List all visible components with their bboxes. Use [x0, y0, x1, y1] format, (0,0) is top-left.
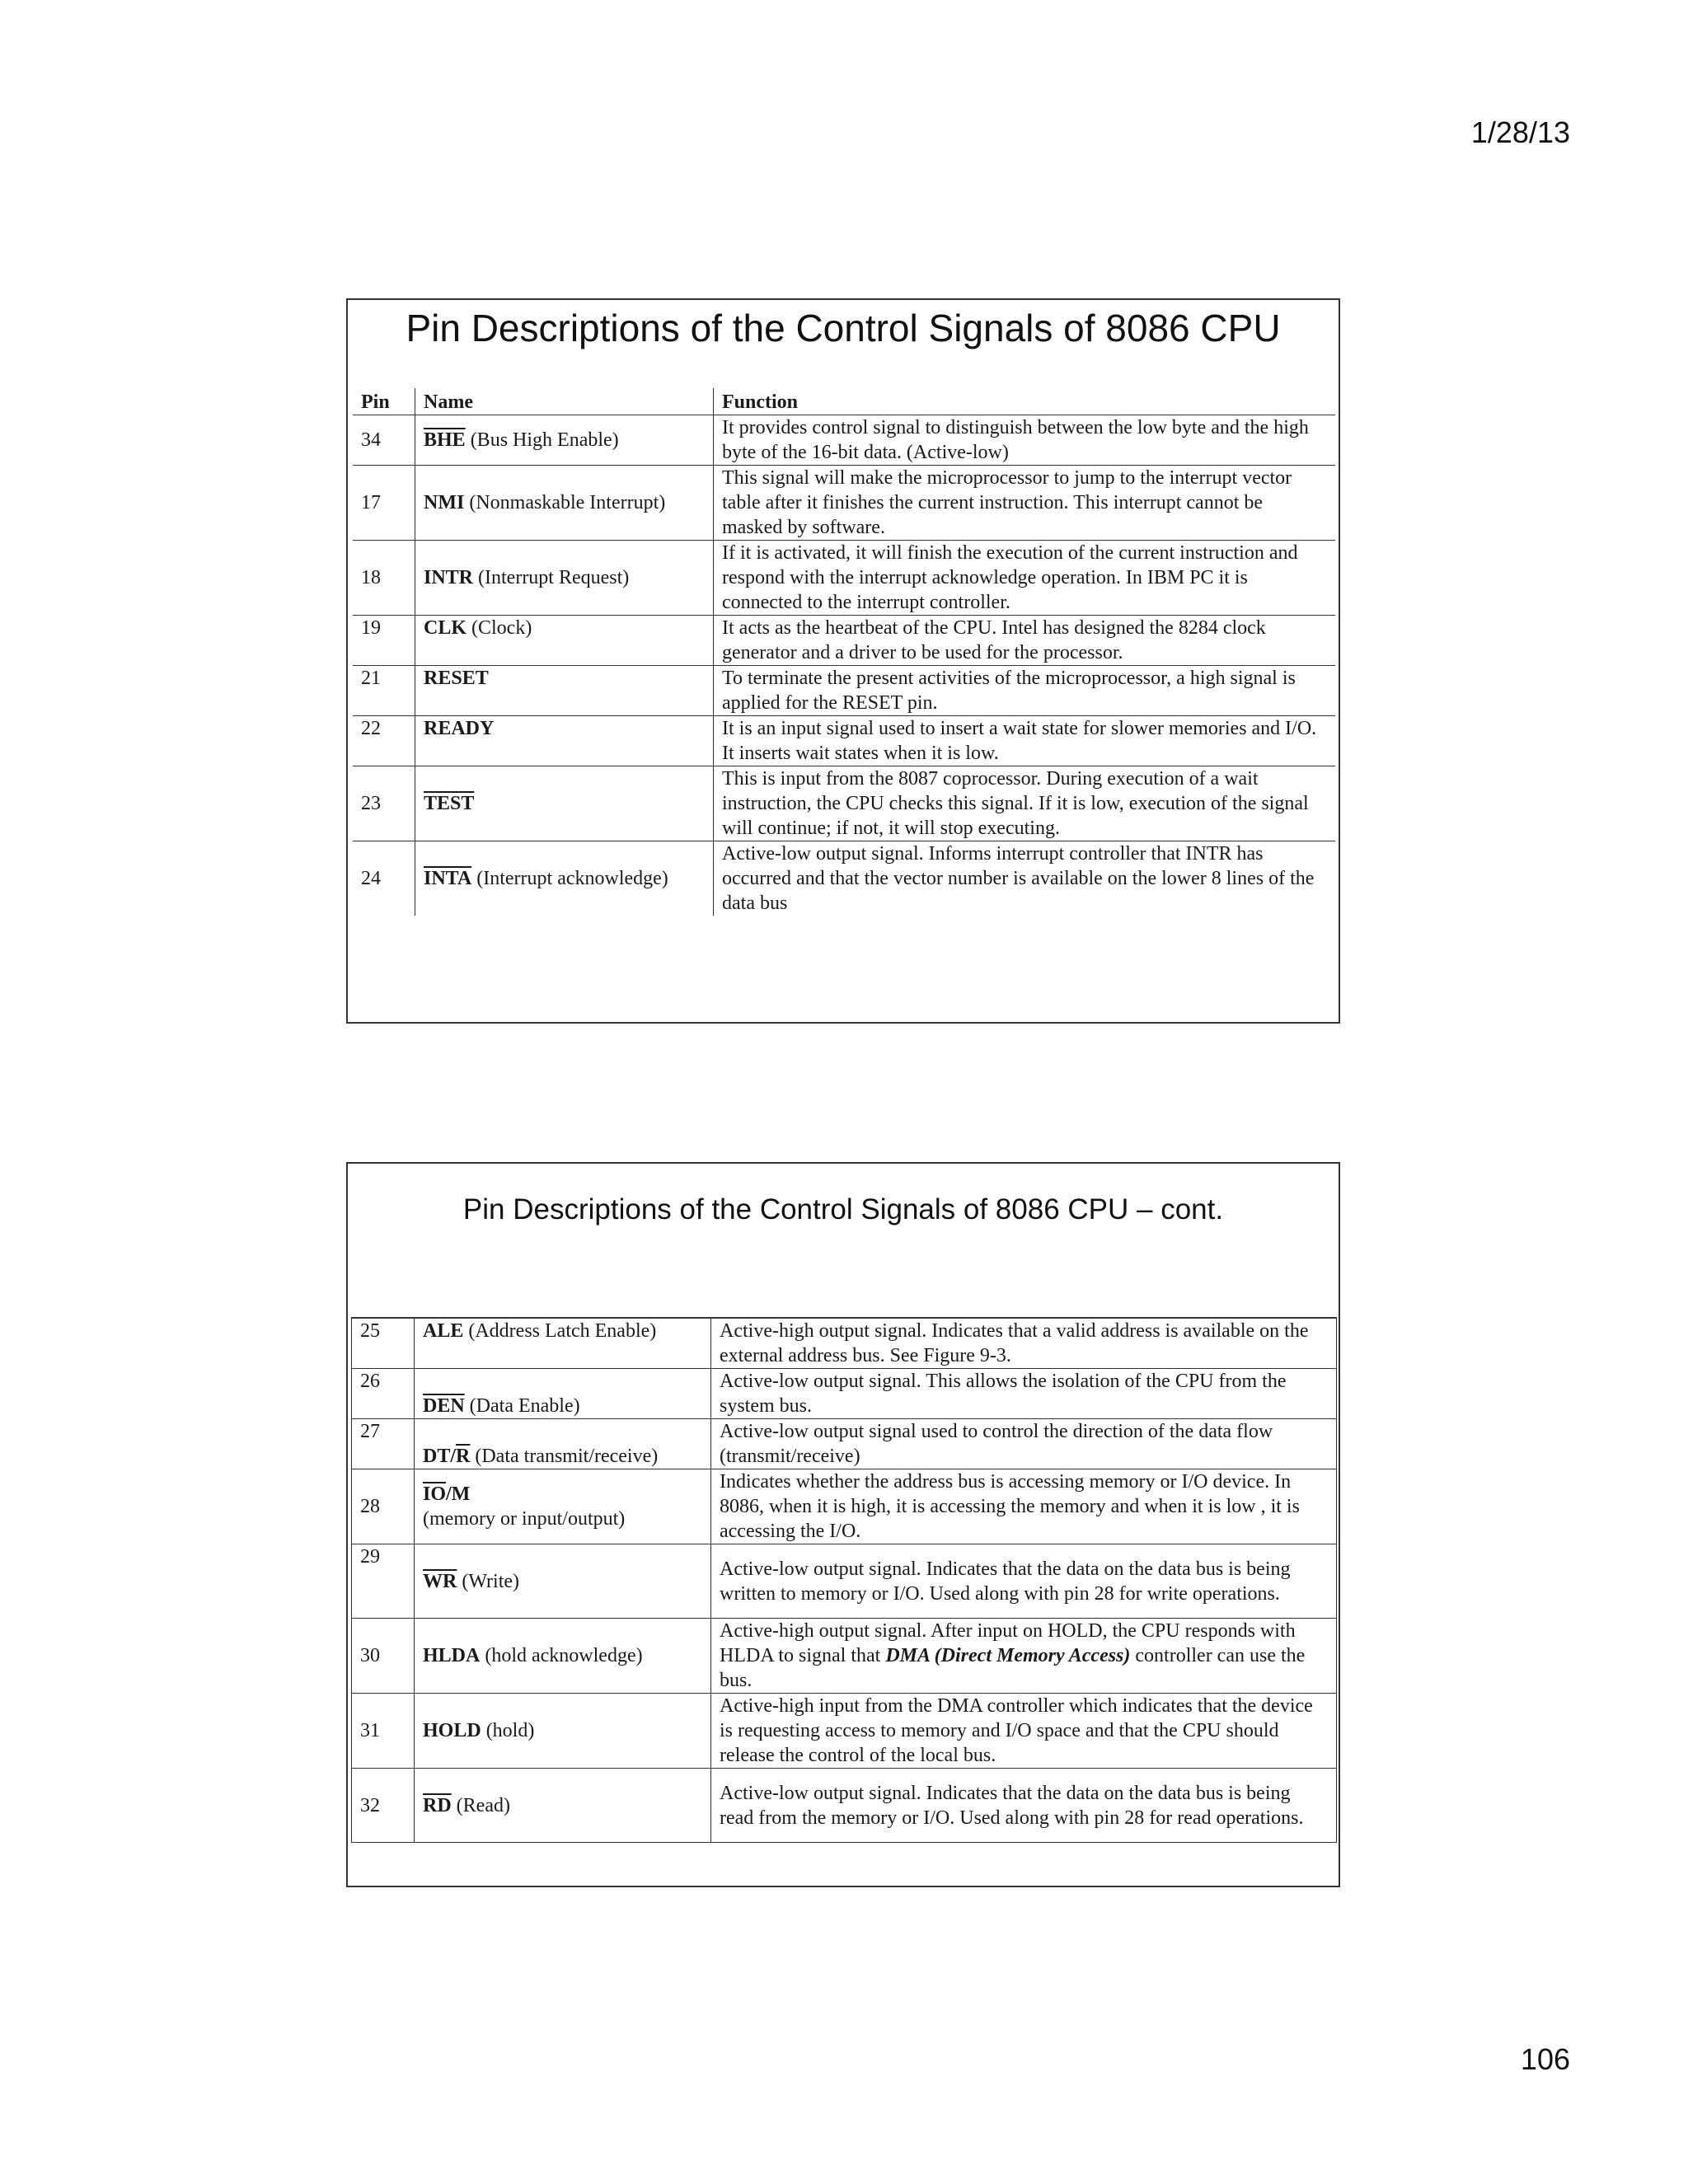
signal-desc: (hold acknowledge) — [480, 1645, 643, 1666]
function-text: Active-high output signal. After input on HOLD, the CPU responds with HLDA to signal that — [720, 1620, 1296, 1666]
table-row — [352, 1619, 1337, 1694]
signal-name: HLDA — [423, 1645, 481, 1666]
signal-name: CLK — [424, 617, 467, 639]
table-row — [353, 841, 1335, 916]
signal-desc: (hold) — [481, 1720, 535, 1741]
pin-number: 23 — [353, 766, 415, 841]
pin-function: Active-low output signal. Indicates that the data on the data bus is being written to memory or I/O. Used along with pin 28 for write operations. — [711, 1544, 1337, 1619]
function-emphasis: DMA (Direct Memory Access) — [885, 1645, 1131, 1666]
pin-function: Active-low output signal. Informs interrupt controller that INTR has occurred and that the vector number is available on the lower 8 lines of the data bus — [714, 841, 1336, 916]
slide-control-signals-cont — [346, 1162, 1340, 1887]
table-row — [352, 1694, 1337, 1769]
pin-function — [711, 1619, 1337, 1694]
pin-function: If it is activated, it will finish the execution of the current instruction and respond with the interrupt acknowledge operation. In IBM PC it is connected to the interrupt controller. — [714, 541, 1336, 616]
pin-number: 24 — [353, 841, 415, 916]
pin-number: 17 — [353, 466, 415, 541]
signal-desc: (Bus High Enable) — [465, 429, 619, 451]
signal-name: $\overline{BHE}$ — [424, 429, 466, 451]
function-text: controller can use the bus. — [720, 1645, 1306, 1691]
pin-number: 26 — [352, 1369, 415, 1419]
signal-desc: (Interrupt acknowledge) — [471, 868, 668, 889]
signal-desc: (Read) — [451, 1794, 510, 1816]
table-row — [353, 716, 1335, 766]
signal-name: INTA — [424, 868, 472, 889]
pin-function: Active-low output signal used to control the direction of the data flow (transmit/receive) — [711, 1419, 1337, 1469]
pin-name — [415, 766, 714, 841]
pin-function: It provides control signal to distinguish between the low byte and the high byte of the 16-bit data. (Active-low) — [714, 415, 1336, 466]
signal-name-part: DT/ — [423, 1446, 457, 1467]
signal-desc: (Write) — [457, 1570, 519, 1592]
table-row — [352, 1369, 1337, 1419]
signal-name: $\overline{WR}$ — [423, 1570, 457, 1592]
pin-name — [415, 1469, 711, 1544]
signal-name: NMI — [424, 492, 465, 513]
pin-function: Active-low output signal. Indicates that the data on the data bus is being read from the memory or I/O. Used along with pin 28 for read operations. — [711, 1769, 1337, 1843]
pin-number: 29 — [352, 1544, 415, 1619]
pin-name — [415, 716, 714, 766]
pin-name — [415, 666, 714, 716]
pin-number: 19 — [353, 616, 415, 666]
signal-name-part: $\overline{IO}$ — [423, 1483, 447, 1505]
table-row — [352, 1419, 1337, 1469]
pin-name — [415, 616, 714, 666]
pin-number: 32 — [352, 1769, 415, 1843]
signal-name: $\overline{DEN}$ — [423, 1395, 465, 1417]
table-row — [352, 1769, 1337, 1843]
page-number: 106 — [1520, 2042, 1570, 2076]
pin-function: To terminate the present activities of the microprocessor, a high signal is applied for the RESET pin. — [714, 666, 1336, 716]
table-header-row — [353, 388, 1335, 415]
signal-desc: (Data transmit/receive) — [470, 1446, 659, 1467]
pin-table — [351, 1317, 1337, 1843]
pin-name — [415, 1318, 711, 1369]
pin-number: 18 — [353, 541, 415, 616]
pin-number: 31 — [352, 1694, 415, 1769]
signal-desc: (Interrupt Request) — [473, 567, 630, 588]
pin-name — [415, 1769, 711, 1843]
pin-name — [415, 1369, 711, 1419]
signal-desc: (memory or input/output) — [423, 1508, 626, 1530]
pin-function: Active-low output signal. This allows the isolation of the CPU from the system bus. — [711, 1369, 1337, 1419]
signal-name-part: $\overline{R}$ — [456, 1446, 471, 1467]
signal-name-part: /M — [446, 1483, 471, 1505]
signal-name: INTR — [424, 567, 474, 588]
signal-desc: (Address Latch Enable) — [463, 1320, 657, 1342]
table-row — [353, 616, 1335, 666]
pin-function: Active-high input from the DMA controller which indicates that the device is requesting access to memory and I/O space and that the CPU should release the control of the local bus. — [711, 1694, 1337, 1769]
pin-function: It acts as the heartbeat of the CPU. Intel has designed the 8284 clock generator and a driver to be used for the processor. — [714, 616, 1336, 666]
signal-desc: (Nonmaskable Interrupt) — [464, 492, 666, 513]
pin-name — [415, 415, 714, 466]
pin-name — [415, 541, 714, 616]
pin-name — [415, 1619, 711, 1694]
pin-name — [415, 1694, 711, 1769]
header-function: Function — [714, 388, 1336, 415]
table-row — [352, 1544, 1337, 1619]
slide-control-signals — [346, 298, 1340, 1024]
pin-function: Indicates whether the address bus is accessing memory or I/O device. In 8086, when it is high, it is accessing the memory and when it is low , it is accessing the I/O. — [711, 1469, 1337, 1544]
pin-function: This signal will make the microprocessor to jump to the interrupt vector table after it finishes the current instruction. This interrupt cannot be masked by software. — [714, 466, 1336, 541]
table-row — [352, 1318, 1337, 1369]
pin-number: 34 — [353, 415, 415, 466]
signal-name: READY — [424, 718, 495, 739]
pin-name — [415, 466, 714, 541]
pin-name — [415, 841, 714, 916]
header-name: Name — [415, 388, 714, 415]
signal-name: ALE — [423, 1320, 464, 1342]
pin-name — [415, 1419, 711, 1469]
table-row — [353, 466, 1335, 541]
slide-title: Pin Descriptions of the Control Signals of 8086 CPU — [406, 307, 1281, 349]
table-row — [353, 415, 1335, 466]
signal-name: TEST — [424, 793, 475, 814]
table-row — [353, 666, 1335, 716]
table-row — [352, 1469, 1337, 1544]
pin-function: Active-high output signal. Indicates that a valid address is available on the external address bus. See Figure 9-3. — [711, 1318, 1337, 1369]
pin-number: 22 — [353, 716, 415, 766]
signal-name: HOLD — [423, 1720, 481, 1741]
pin-name — [415, 1544, 711, 1619]
table-row — [353, 541, 1335, 616]
page-date: 1/28/13 — [1470, 115, 1570, 149]
table-row — [353, 766, 1335, 841]
pin-number: 21 — [353, 666, 415, 716]
signal-desc: (Data Enable) — [464, 1395, 580, 1417]
signal-name: RESET — [424, 668, 489, 689]
pin-number: 25 — [352, 1318, 415, 1369]
pin-table — [353, 388, 1335, 916]
signal-desc: (Clock) — [467, 617, 532, 639]
pin-number: 30 — [352, 1619, 415, 1694]
signal-name: $\overline{RD}$ — [423, 1794, 452, 1816]
header-pin: Pin — [353, 388, 415, 415]
pin-function: It is an input signal used to insert a wait state for slower memories and I/O. It inserts wait states when it is low. — [714, 716, 1336, 766]
slide-title: Pin Descriptions of the Control Signals of 8086 CPU – cont. — [462, 1193, 1224, 1226]
pin-function: This is input from the 8087 coprocessor. During execution of a wait instruction, the CPU checks this signal. If it is low, execution of the signal will continue; if not, it will stop executing. — [714, 766, 1336, 841]
pin-number: 28 — [352, 1469, 415, 1544]
pin-number: 27 — [352, 1419, 415, 1469]
